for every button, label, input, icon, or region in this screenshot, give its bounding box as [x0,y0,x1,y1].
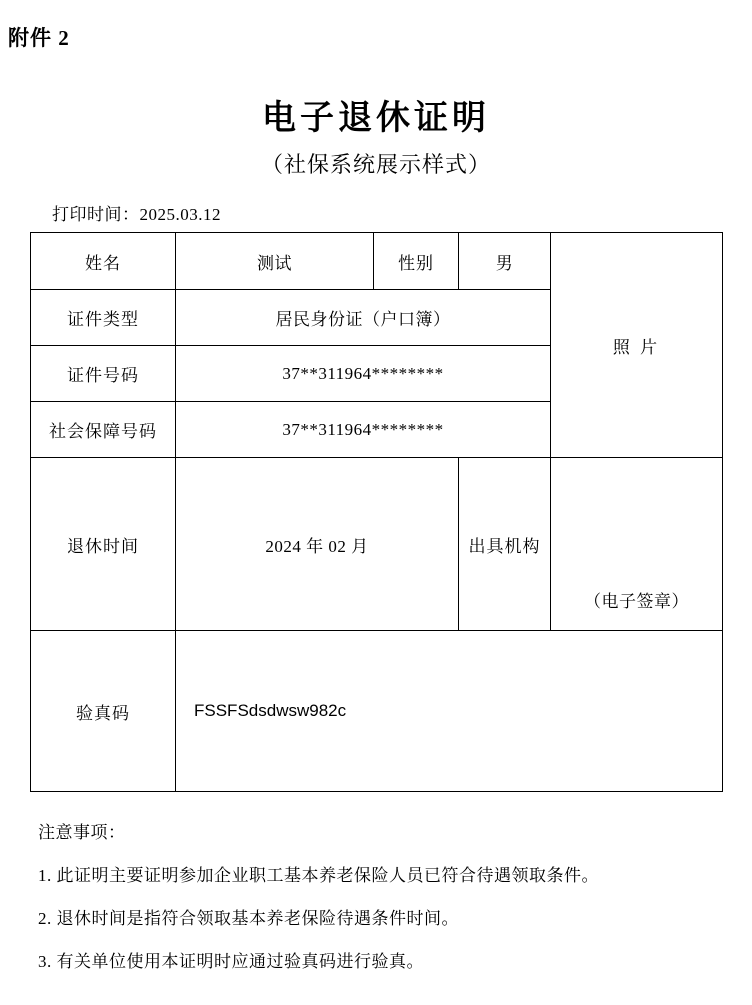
id-type-label: 证件类型 [31,290,176,346]
id-number-value: 37**311964******** [176,346,551,402]
name-value: 测试 [176,233,374,290]
retire-time-value: 2024 年 02 月 [176,458,459,631]
page-title: 电子退休证明 [262,100,490,137]
issuing-org-label: 出具机构 [459,458,551,631]
photo-area [551,233,723,458]
verify-code-label: 验真码 [31,631,176,792]
gender-value: 男 [459,233,551,290]
note-item: 3. 有关单位使用本证明时应通过验真码进行验真。 [38,952,424,971]
id-type-value: 居民身份证（户口簿） [176,290,551,346]
note-item: 1. 此证明主要证明参加企业职工基本养老保险人员已符合待遇领取条件。 [38,866,599,885]
id-number-label: 证件号码 [31,346,176,402]
page-subtitle: （社保系统展示样式） [260,152,491,177]
name-label: 姓名 [31,233,176,290]
table-row [31,233,723,290]
retire-time-label: 退休时间 [31,458,176,631]
certificate-table [30,232,723,792]
social-security-value: 37**311964******** [176,402,551,458]
table-row [31,458,723,631]
photo-label: 照 片 [612,337,661,357]
electronic-seal-label: （电子签章） [584,592,689,611]
verify-code-value: FSSFSdsdwsw982c [176,631,723,792]
note-item: 2. 退休时间是指符合领取基本养老保险待遇条件时间。 [38,909,459,928]
print-time: 打印时间：2025.03.12 [52,205,221,224]
social-security-label: 社会保障号码 [31,402,176,458]
notes-section [38,818,728,990]
electronic-seal-area [551,458,723,631]
table-row [31,631,723,792]
notes-title: 注意事项： [38,823,126,842]
gender-label: 性别 [374,233,459,290]
attachment-label: 附件 2 [8,26,70,50]
